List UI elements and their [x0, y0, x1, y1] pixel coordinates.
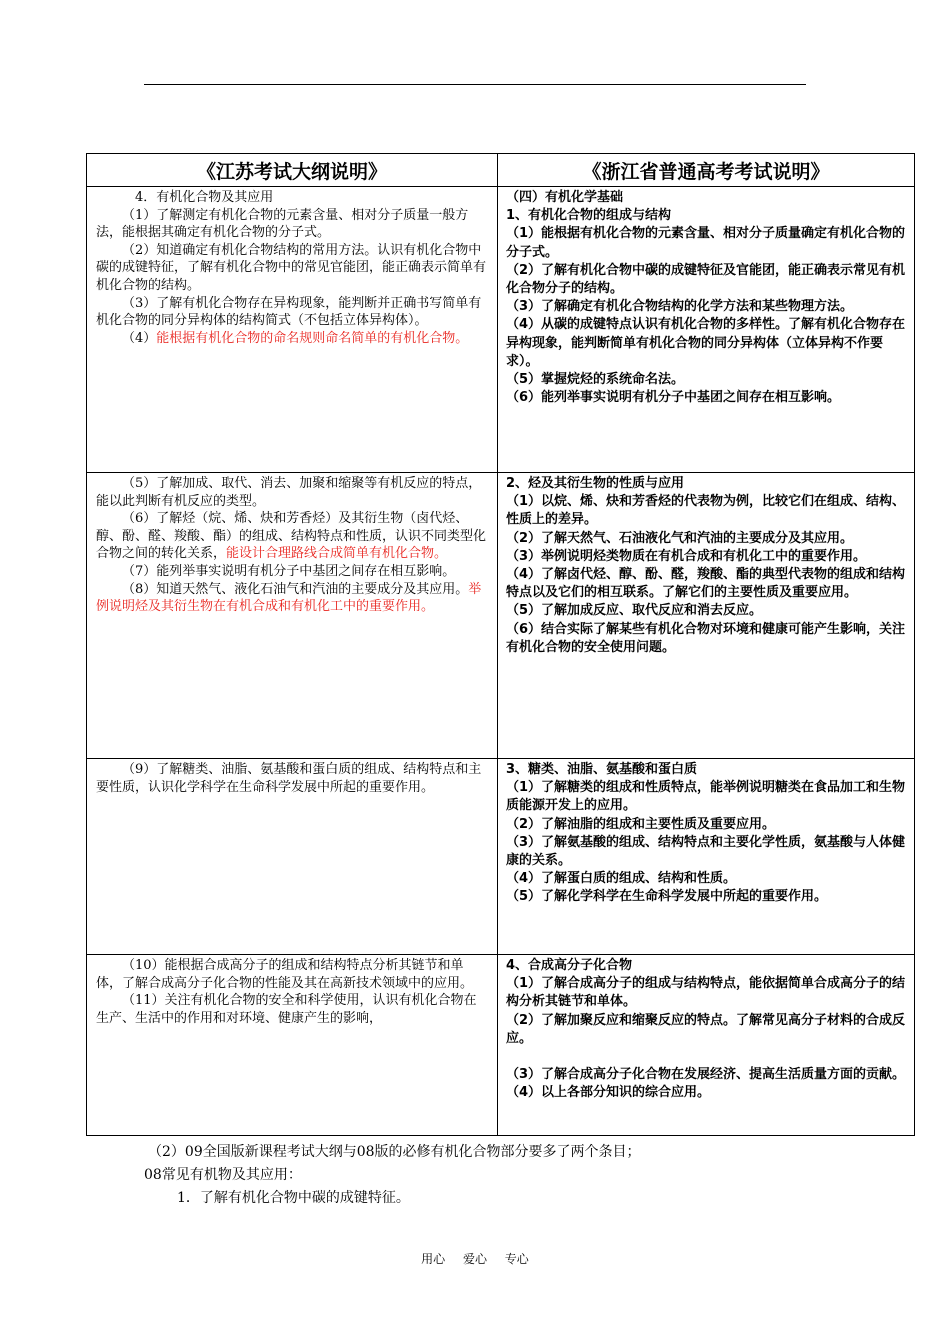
item-text: （7）能列举事实说明有机分子中基团之间存在相互影响。: [122, 563, 456, 579]
zhejiang-item: （1）以烷、烯、炔和芳香烃的代表物为例，比较它们在组成、结构、性质上的差异。: [506, 494, 906, 528]
zhejiang-cell: [498, 955, 915, 1136]
table-row: [87, 473, 915, 759]
item-text: （11）关注有机化合物的安全和科学使用，认识有机化合物在生产、生活中的作用和对环境、健康产生的影响，: [96, 993, 477, 1026]
zhejiang-item: （3）了解确定有机化合物结构的化学方法和某些物理方法。: [506, 299, 854, 315]
jiangsu-item: [96, 510, 488, 563]
zhejiang-item: （5）了解化学科学在生命科学发展中所起的重要作用。: [506, 889, 828, 905]
table-row: [87, 759, 915, 955]
highlighted-text: 能根据有机化合物的命名规则命名简单的有机化合物。: [156, 330, 469, 346]
jiangsu-item: [96, 957, 488, 992]
zhejiang-item: （6）结合实际了解某些有机化合物对环境和健康可能产生影响，关注有机化合物的安全使用问题。: [506, 621, 906, 655]
jiangsu-item: [96, 992, 488, 1027]
item-text: （6）了解烃（烷、烯、炔和芳香烃）及其衍生物（卤代烃、醇、酚、醛、羧酸、酯）的组成、结构特点和性质，认识不同类型化合物之间的转化关系，: [96, 511, 487, 562]
zhejiang-item: （6）能列举事实说明有机分子中基团之间存在相互影响。: [506, 390, 841, 406]
column-header-jiangsu: 《江苏考试大纲说明》: [87, 154, 498, 187]
jiangsu-item: [96, 207, 488, 242]
jiangsu-item: [96, 295, 488, 330]
zhejiang-item: 4、合成高分子化合物: [506, 958, 633, 973]
note-line: 08常见有机物及其应用：: [144, 1167, 302, 1183]
comparison-table: [86, 153, 915, 1136]
zhejiang-item: （2）了解油脂的组成和主要性质及重要应用。: [506, 816, 776, 832]
item-text: （4）: [122, 330, 157, 346]
item-text: （9）了解糖类、油脂、氨基酸和蛋白质的组成、结构特点和主要性质，认识化学科学在生命科学发展中所起的重要作用。: [96, 762, 482, 795]
note-line: （2）09全国版新课程考试大纲与08版的必修有机化合物部分要多了两个条目；: [148, 1144, 641, 1160]
zhejiang-item: （1）能根据有机化合物的元素含量、相对分子质量确定有机化合物的分子式。: [506, 226, 906, 260]
jiangsu-item: [96, 189, 488, 207]
highlighted-text: 举例说明烃及其衍生物在有机合成和有机化工中的重要作用。: [96, 581, 482, 615]
jiangsu-item: [96, 330, 488, 348]
zhejiang-item: 3、糖类、油脂、氨基酸和蛋白质: [506, 762, 698, 777]
table-row: [87, 955, 915, 1136]
table-row: [87, 187, 915, 473]
item-text: （3）了解有机化合物存在异构现象，能判断并正确书写简单有机化合物的同分异构体的结构简式（不包括立体异构体）。: [96, 295, 482, 329]
zhejiang-cell: [498, 187, 915, 473]
jiangsu-cell: [87, 187, 498, 473]
jiangsu-item: [96, 475, 488, 510]
jiangsu-cell: [87, 473, 498, 759]
zhejiang-item: （4）以上各部分知识的综合应用。: [506, 1085, 711, 1101]
column-header-zhejiang: 《浙江省普通高考考试说明》: [498, 154, 915, 187]
zhejiang-item: （2）了解加聚反应和缩聚反应的特点。了解常见高分子材料的合成反应。: [506, 1012, 906, 1046]
item-text: （1）了解测定有机化合物的元素含量、相对分子质量一般方法，能根据其确定有机化合物的分子式。: [96, 207, 469, 241]
zhejiang-item: 2、烃及其衍生物的性质与应用: [506, 476, 685, 491]
zhejiang-item: （5）了解加成反应、取代反应和消去反应。: [506, 603, 763, 619]
item-text: 4．有机化合物及其应用: [135, 190, 274, 205]
jiangsu-cell: [87, 759, 498, 955]
zhejiang-item: （4）了解卤代烃、醇、酚、醛，羧酸、酯的典型代表物的组成和结构特点以及它们的相互联系。了解它们的主要性质及重要应用。: [506, 567, 906, 601]
item-text: （10）能根据合成高分子的组成和结构特点分析其链节和单体，了解合成高分子化合物的性能及其在高新技术领域中的应用。: [96, 958, 474, 991]
jiangsu-cell: [87, 955, 498, 1136]
zhejiang-item: （4）从碳的成键特点认识有机化合物的多样性。了解有机化合物存在异构现象，能判断简单有机化合物的同分异构体（立体异构不作要求）。: [506, 317, 906, 369]
zhejiang-item: （3）了解氨基酸的组成、结构特点和主要化学性质，氨基酸与人体健康的关系。: [506, 834, 906, 869]
zhejiang-item: 1、有机化合物的组成与结构: [506, 208, 672, 224]
zhejiang-item: （2）了解有机化合物中碳的成键特征及官能团，能正确表示常见有机化合物分子的结构。: [506, 262, 906, 297]
zhejiang-item: （2）了解天然气、石油液化气和汽油的主要成分及其应用。: [506, 530, 854, 546]
zhejiang-item: （1）了解合成高分子的组成与结构特点，能依据简单合成高分子的结构分析其链节和单体。: [506, 976, 906, 1010]
item-text: （2）知道确定有机化合物结构的常用方法。认识有机化合物中碳的成键特征，了解有机化合物中的常见官能团，能正确表示简单有机化合物的结构。: [96, 242, 487, 293]
item-text: （5）了解加成、取代、消去、加聚和缩聚等有机反应的特点，能以此判断有机反应的类型。: [96, 476, 482, 509]
zhejiang-item: （5）掌握烷烃的系统命名法。: [506, 372, 685, 388]
header-rule: [144, 84, 806, 85]
jiangsu-item: [96, 563, 488, 581]
item-text: （8）知道天然气、液化石油气和汽油的主要成分及其应用。: [122, 581, 469, 597]
highlighted-text: 能设计合理路线合成简单有机化合物。: [226, 546, 448, 562]
zhejiang-item: （3）了解合成高分子化合物在发展经济、提高生活质量方面的贡献。: [506, 1067, 906, 1083]
zhejiang-item: （3）举例说明烃类物质在有机合成和有机化工中的重要作用。: [506, 548, 867, 564]
jiangsu-item: [96, 242, 488, 295]
zhejiang-item: （4）了解蛋白质的组成、结构和性质。: [506, 871, 737, 887]
zhejiang-item: （1）了解糖类的组成和性质特点，能举例说明糖类在食品加工和生物质能源开发上的应用。: [506, 780, 906, 814]
zhejiang-item: （四）有机化学基础: [506, 190, 624, 205]
page-footer: 用心 爱心 专心: [421, 1252, 529, 1266]
jiangsu-item: [96, 581, 488, 616]
zhejiang-cell: [498, 473, 915, 759]
note-line: 1．了解有机化合物中碳的成键特征。: [177, 1190, 410, 1206]
zhejiang-cell: [498, 759, 915, 955]
jiangsu-item: [96, 761, 488, 796]
